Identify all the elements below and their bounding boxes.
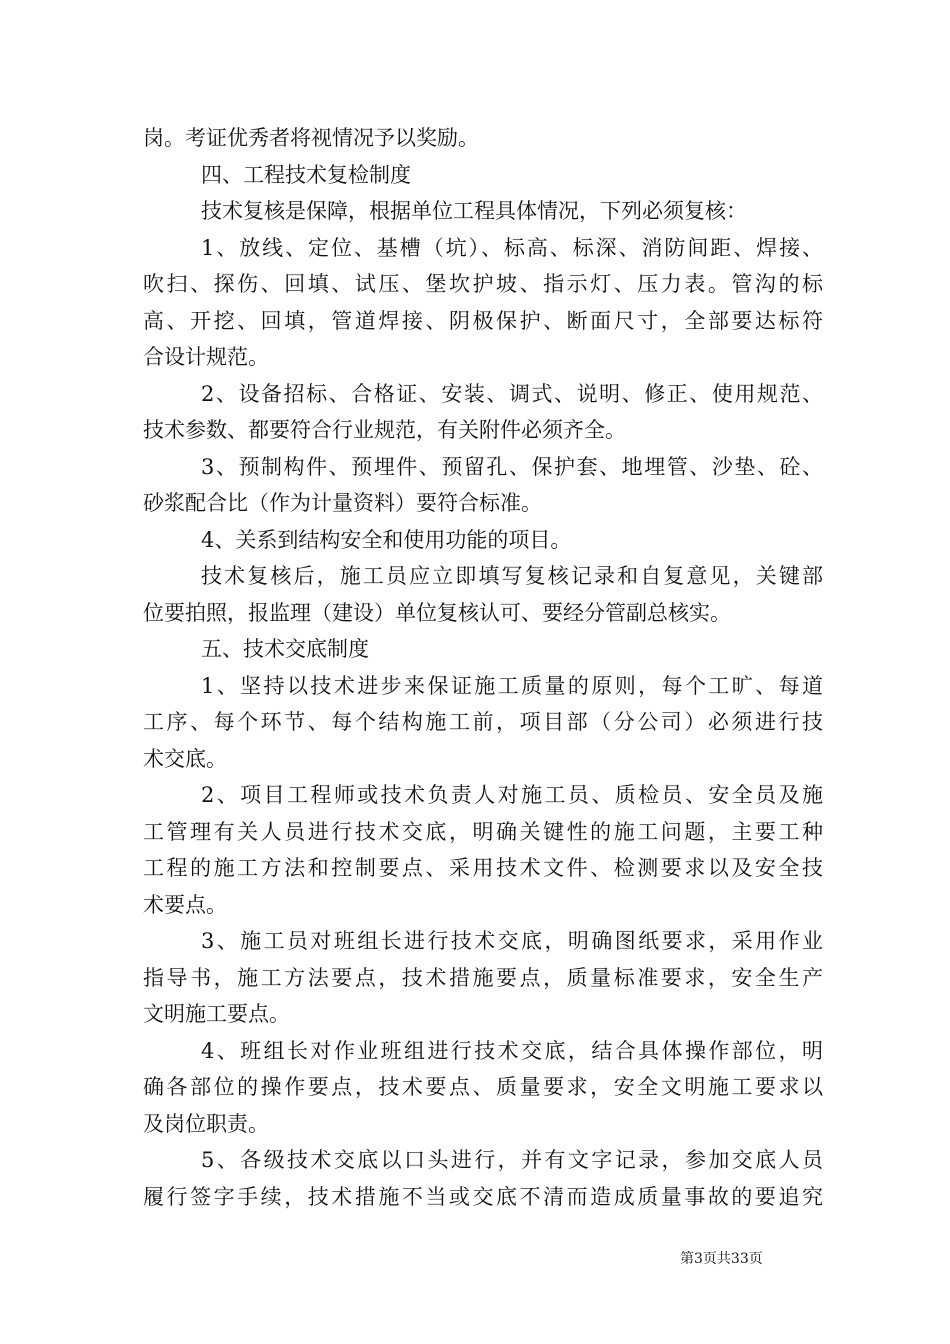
text-line: 1、放线、定位、基槽（坑）、标高、标深、消防间距、焊接、: [201, 235, 823, 260]
text-line: 4、关系到结构安全和使用功能的项目。: [201, 527, 572, 552]
text-line: 合设计规范。: [143, 345, 269, 369]
text-line: 2、设备招标、合格证、安装、调式、说明、修正、使用规范、: [201, 381, 823, 406]
section-heading: 四、工程技术复检制度: [201, 162, 411, 187]
text-line: 5、各级技术交底以口头进行，并有文字记录，参加交底人员: [201, 1148, 823, 1172]
text-line: 吹扫、探伤、回填、试压、堡坎护坡、指示灯、压力表。管沟的标: [143, 272, 823, 296]
text-line: 工序、每个环节、每个结构施工前，项目部（分公司）必须进行技: [143, 710, 823, 734]
page-number-footer: 第3页共33页: [680, 1251, 763, 1267]
text-line: 技术复核是保障，根据单位工程具体情况，下列必须复核：: [201, 199, 747, 223]
text-line: 指导书，施工方法要点，技术措施要点，质量标准要求，安全生产: [143, 965, 823, 990]
text-line: 技术参数、都要符合行业规范，有关附件必须齐全。: [143, 418, 626, 442]
text-line: 位要拍照，报监理（建设）单位复核认可、要经分管副总核实。: [143, 600, 731, 625]
text-line: 4、班组长对作业班组进行技术交底，结合具体操作部位，明: [201, 1038, 823, 1063]
text-line: 岗。考证优秀者将视情况予以奖励。: [143, 126, 479, 150]
text-line: 术要点。: [143, 892, 227, 917]
text-line: 技术复核后，施工员应立即填写复核记录和自复意见，关键部: [201, 564, 823, 588]
text-line: 履行签字手续，技术措施不当或交底不清而造成质量事故的要追究: [143, 1184, 823, 1209]
text-line: 及岗位职责。: [143, 1111, 269, 1136]
text-line: 高、开挖、回填，管道焊接、阴极保护、断面尺寸，全部要达标符: [143, 308, 823, 333]
text-line: 工程的施工方法和控制要点、采用技术文件、检测要求以及安全技: [143, 856, 823, 880]
text-line: 3、预制构件、预埋件、预留孔、保护套、地埋管、沙垫、砼、: [201, 454, 823, 479]
document-body: [143, 120, 823, 1215]
section-heading: 五、技术交底制度: [201, 637, 369, 661]
text-line: 文明施工要点。: [143, 1002, 290, 1026]
text-line: 确各部位的操作要点，技术要点、质量要求，安全文明施工要求以: [143, 1075, 823, 1099]
text-line: 2、项目工程师或技术负责人对施工员、质检员、安全员及施: [201, 783, 823, 807]
text-line: 砂浆配合比（作为计量资料）要符合标准。: [143, 491, 542, 515]
text-line: 工管理有关人员进行技术交底，明确关键性的施工问题，主要工种: [143, 819, 823, 844]
text-line: 3、施工员对班组长进行技术交底，明确图纸要求，采用作业: [201, 929, 823, 953]
text-line: 1、坚持以技术进步来保证施工质量的原则，每个工旷、每道: [201, 673, 823, 698]
text-line: 术交底。: [143, 746, 227, 771]
